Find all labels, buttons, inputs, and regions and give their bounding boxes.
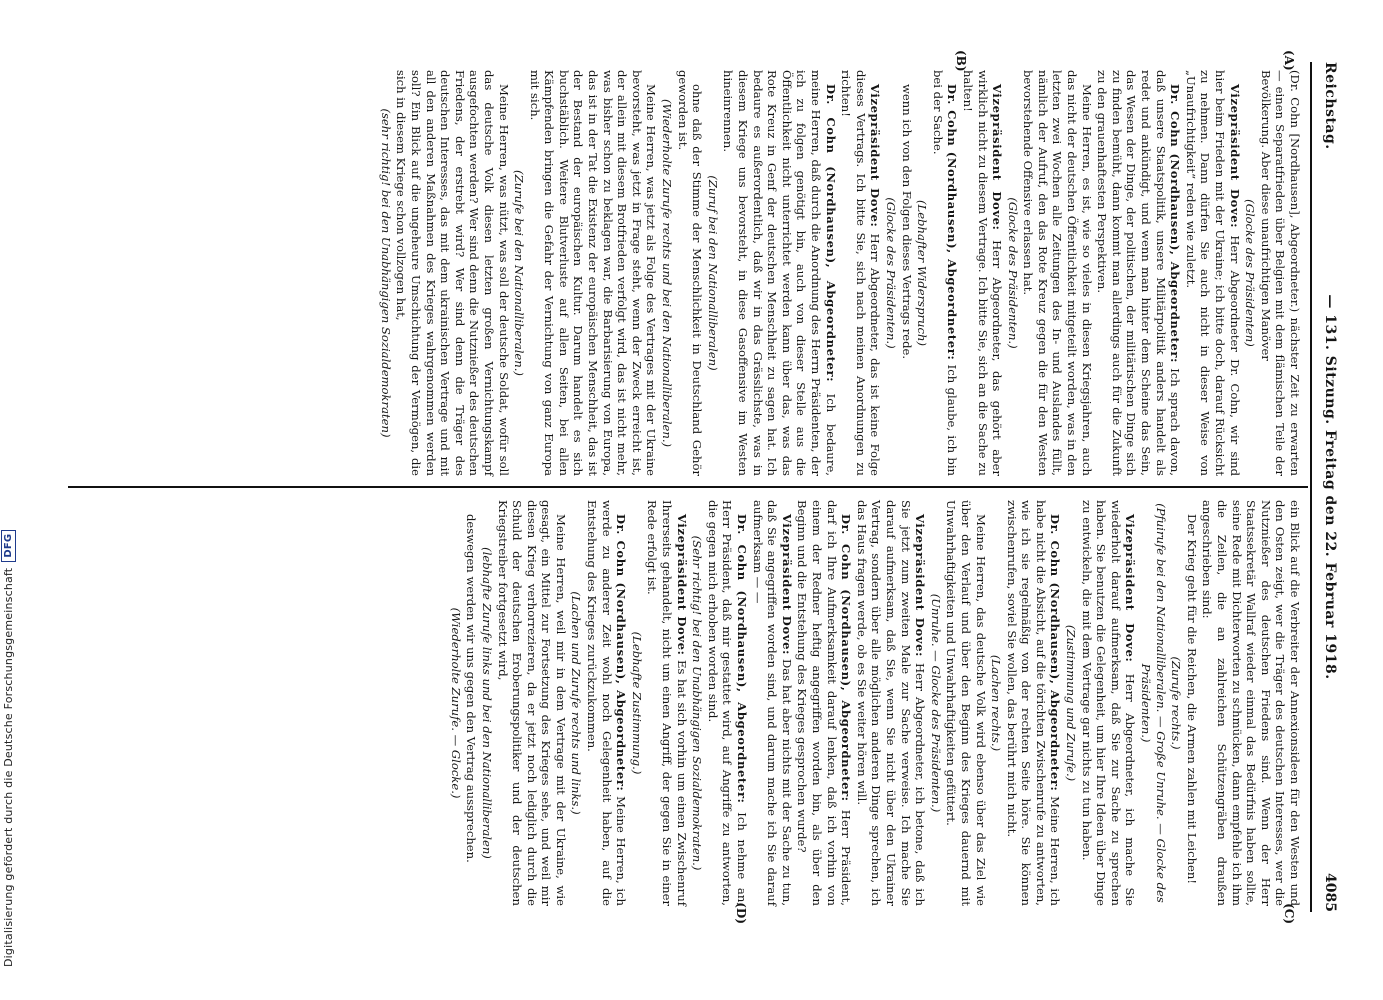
header-left: Reichstag.: [1322, 62, 1338, 150]
stage-direction: (Zustimmung und Zurufe.): [1064, 624, 1079, 782]
stage-direction: (Zuruf bei den Nationalliberalen): [705, 175, 720, 371]
speech-paragraph: [1183, 70, 1241, 476]
speaker-name: Dr. Cohn (Nordhausen), Abgeordneter:: [945, 84, 960, 361]
stage-direction: (Lachen rechts.): [989, 654, 1004, 752]
column-rule: [68, 486, 1308, 488]
margin-mark-b: (B): [954, 50, 968, 72]
speech-paragraph: [839, 70, 883, 476]
stage-direction: (Unruhe. — Glocke des Präsidenten.): [928, 593, 943, 813]
speech-paragraph: [750, 500, 794, 906]
speaker-name: Vizepräsident Dove:: [868, 84, 883, 228]
body-paragraph: Meine Herren, es ist, wie so vieles in diesen Kriegsjahren, auch das nicht der deutschen Öffentlichkeit mitgeteilt worden, was in den letzten zwei Wochen alle Zeitungen des In- und Auslandes füllt, nämlich der Aufruf, den das Rote Kreuz gegen die für den Westen bevorstehende Offensive erlassen hat.: [1021, 70, 1094, 476]
stage-direction: (Lebhafte Zustimmung.): [629, 631, 644, 775]
stage-direction: (Wiederholte Zurufe rechts und bei den Nationalliberalen.): [660, 98, 675, 448]
speaker-name: Dr. Cohn (Nordhausen), Abgeordneter:: [1048, 514, 1063, 792]
speech-text: Herr Abgeordneter, ich mache Sie wiederholt darauf aufmerksam, daß Sie zur Sache zu sprechen haben. Sie benutzen die Gelegenheit, um hier Ihre Ideen über Dinge zu entwickeln, die mit dem Vertrage gar nichts zu tun haben.: [1079, 500, 1138, 907]
speech-paragraph: [854, 500, 927, 906]
speech-paragraph: [1095, 70, 1183, 476]
digitization-credit: [0, 0, 20, 1000]
speech-paragraph: [795, 500, 853, 906]
margin-mark-a: (A): [1282, 50, 1296, 71]
speech-text: Ich nehme an, Herr Präsident, daß mir gestattet wird, auf Angriffe zu antworten, die gegen mich erhoben worden sind.: [705, 500, 750, 906]
speaker-name: Vizepräsident Dove:: [1227, 84, 1242, 229]
header-rule: [1310, 62, 1312, 912]
speech-text: Herr Abgeordneter Dr. Cohn, wir sind hier beim Frieden mit der Ukraine; ich bitte doch, darauf Rücksicht zu nehmen. Dann dürfen Sie auch nicht in dieser Weise von „Unaufrichtigkeit“ reden wie zuletzt.: [1183, 70, 1242, 476]
speaker-name: Vizepräsident Dove:: [779, 514, 794, 655]
speech-paragraph: [930, 70, 959, 476]
speaker-name: Dr. Cohn (Nordhausen), Abgeordneter:: [614, 514, 629, 792]
stage-direction: (Sehr richtig! bei den Unabhängigen Sozialdemokraten.): [690, 535, 705, 871]
speech-paragraph: [721, 70, 838, 476]
speaker-name: Dr. Cohn (Nordhausen), Abgeordneter:: [839, 514, 854, 802]
page-content: [58, 52, 1348, 922]
stage-direction: (Lachen und Zurufe rechts und links.): [569, 591, 584, 815]
body-paragraph: Meine Herren, das deutsche Volk wird ebenso über das Ziel wie über den Verlauf und über den Beginn des Krieges dauernd mit Unwahrhaftigkeiten und Unwahrhaftigkeiten gefüttert.: [944, 500, 988, 906]
credit-label: Digitalisierung gefördert durch die Deutsche Forschungsgemeinschaft: [1, 567, 15, 967]
stage-direction: (Glocke des Präsidenten): [1243, 199, 1258, 347]
speech-text: Meine Herren, ich habe nicht die Absicht, auf die törichten Zwischenrufe zu antworten, wie ich sie regelmäßig von der rechten Seite höre. Sie können zwischenrufen, soviel Sie wollen, das berührt mich nicht.: [1004, 500, 1063, 906]
stage-direction: (Glocke des Präsidenten.): [883, 197, 898, 349]
speech-paragraph: [960, 70, 1004, 476]
speech-text: Ich glaube, ich bin bei der Sache.: [930, 70, 960, 476]
header-middle: — 131. Sitzung. Freitag den 22. Februar 1918.: [1322, 294, 1338, 680]
speech-paragraph: [1004, 500, 1062, 906]
speech-text: Ich sprach davon, daß unsere Staatspolitik, unsere Militärpolitik anders handelt als redet und ankündigt, und wenn man hinter dem Scheine das Sein, das Wesen der Dinge, der politischen, der militärischen Dinge sich zu finden bemüht, dann kommt man allerdings auch für die Zukunft zu den grauenhaftesten Perspektiven.: [1095, 70, 1183, 476]
speaker-name: Dr. Cohn (Nordhausen), Abgeordneter:: [735, 514, 750, 804]
speech-text: Herr Präsident, darf ich Ihre Aufmerksamkeit darauf lenken, daß ich vorhin von einem der Redner heftig angegriffen worden bin, als über den Beginn und die Entstehung des Krieges gesprochen wurde?: [795, 500, 854, 906]
stage-direction: (Glocke des Präsidenten.): [1005, 197, 1020, 349]
stage-direction: (Pfuirufe bei den Nationalliberalen. — Große Unruhe. — Glocke des Präsidenten.): [1139, 503, 1168, 903]
margin-mark-d: (D): [734, 902, 748, 924]
body-paragraph: Meine Herren, was jetzt als Folge des Vertrages mit der Ukraine bevorsteht, was jetzt in Frage steht, wenn der Zweck erreicht ist, der allein mit diesem Brotfrieden verfolgt wird, das ist nicht mehr, was bisher schon zu beklagen war, die Barbarisierung von Europa, das ist in der Tat die Existenz der europäischen Menschheit, das ist der Bestand der europäischen Kultur. Darum handelt es sich buchstäblich. Weitere Blutverluste auf allen Seiten, bei allen Kämpfenden bringen die Gefahr der Vernichtung von ganz Europa mit sich.: [527, 70, 659, 476]
body-paragraph: ohne daß der Stimme der Menschlichkeit in Deutschland Gehör geworden ist.: [675, 70, 705, 476]
body-paragraph: deswegen werden wir uns gegen den Vertrag aussprechen.: [464, 514, 479, 863]
speech-paragraph: [585, 500, 629, 906]
stage-direction: (sehr richtig! bei den Unabhängigen Sozialdemokraten): [378, 108, 393, 438]
speaker-name: Vizepräsident Dove:: [674, 514, 689, 656]
body-paragraph: Der Krieg geht für die Reichen, die Armen zahlen mit Leichen!: [1184, 514, 1199, 885]
speech-text: Herr Abgeordneter, das gehört aber wirklich nicht zu diesem Vertrage. Ich bitte Sie, sich an die Sache zu halten!: [960, 70, 1005, 476]
speech-paragraph: [705, 500, 749, 906]
body-paragraph: Meine Herren, was nützt, was soll der deutsche Soldat, wofür soll das deutsche Volk diesen letzten großen Vernichtungskampf ausgefochten werden? Wer sind denn die Nutznießer des deutschen Friedens, der erstrebt wird? Wer sind denn die Träger des deutschen Interesses, das mit dem ukrainischen Vertrage und mit all den anderen Maßnahmen des Krieges wahrgenommen werden soll? Ein Blick auf die ungeheure Umschichtung der Vermögen, die sich in diesem Kriege schon vollzogen hat,: [394, 70, 511, 476]
speaker-name: Dr. Cohn (Nordhausen), Abgeordneter:: [823, 84, 838, 383]
stage-direction: (Zurufe bei den Nationalliberalen.): [512, 170, 527, 376]
speech-text: Herr Abgeordneter, das ist keine Folge dieses Vertrags. Ich bitte Sie, sich nach meinen Anordnungen zu richten!: [839, 70, 883, 476]
page-number: 4085: [1322, 873, 1338, 912]
margin-mark-c: (C): [1282, 903, 1296, 924]
speech-text: Herr Abgeordneter, ich betone, daß ich Sie jetzt zum zweiten Male zur Sache verweise. Ich mache Sie darauf aufmerksam, daß Sie, wenn Sie nicht über den Ukrainer Vertrag, sondern über alle möglichen anderen Dinge sprechen, ich das Haus fragen werde, ob es Sie weiter hören will.: [854, 500, 928, 906]
body-paragraph: (Dr. Cohn [Nordhausen], Abgeordneter.) nächster Zeit zu erwarten — einen Separatfrieden über Belgien mit dem flämischen Teile der Bevölkerung. Aber diese unaufrichtigen Manöver: [1258, 70, 1302, 476]
left-column: [377, 70, 1302, 476]
running-header: [1312, 62, 1342, 912]
body-paragraph: Meine Herren, weil mir in dem Vertrage mit der Ukraine, wie gesagt, ein Mittel zur Fortsetzung des Krieges sehe, und weil mir diesen Krieg verhorrezieren, da er jetzt noch lediglich durch die Schuld der deutschen Eroberungspolitiker und der deutschen Kriegstreiber fortgesetzt wird,: [495, 500, 568, 906]
speech-text: Meine Herren, ich werde zu anderer Zeit wohl noch Gelegenheit haben, auf die Entstehung des Krieges zurückzukommen.: [585, 500, 629, 906]
speaker-name: Vizepräsident Dove:: [1123, 514, 1138, 663]
speaker-name: Vizepräsident Dove:: [913, 514, 928, 657]
speech-paragraph: [1079, 500, 1137, 906]
stage-direction: (lebhafte Zurufe links und bei den Nationalliberalen): [479, 547, 494, 859]
dfg-logo: DFG: [1, 530, 16, 562]
stage-direction: (Lebhafter Widerspruch): [915, 199, 930, 347]
scanned-page: [58, 52, 1348, 922]
stage-direction: (Wiederholte Zurufe. — Glocke.): [448, 607, 463, 799]
speaker-name: Dr. Cohn (Nordhausen), Abgeordneter:: [1168, 84, 1183, 363]
digitization-credit-text: [0, 27, 17, 967]
body-paragraph: wenn ich von den Folgen dieses Vertrags rede.: [899, 84, 914, 360]
right-column: [447, 500, 1302, 906]
speech-text: Ich bedaure, meine Herren, daß durch die Anordnung des Herrn Präsidenten, der ich zu folgen genötigt bin, auch von dieser Stelle aus die Öffentlichkeit nicht unterrichtet werden kann über das, was das Rote Kreuz in Genf der deutschen Menschheit zu sagen hat. Ich bedaure es außerordentlich, daß wir in das Grässlichste, was in diesem Kriege uns bevorsteht, in diese Gasoffensive im Westen hineinrennen.: [721, 70, 838, 476]
body-paragraph: ein Blick auf die Verbreiter der Annexionsideen für den Westen und den Osten zeigt, wer die Träger des deutschen Interesses, wer die Nutznießer des deutschen Friedens sind. Wenn der Herr Staatssekretär Wallraf wieder einmal das Bedürfnis haben sollte, seine Rede mit Dichterworten zu schmücken, dann empfehle ich ihm die Zeilen, die an zahlreichen Schützengräben draußen angeschrieben sind:: [1200, 500, 1302, 906]
stage-direction: (Zurufe rechts.): [1169, 656, 1184, 750]
speech-text: Das hat aber nichts mit der Sache zu tun, daß Sie angegriffen worden sind, und darum mache ich Sie darauf aufmerksam — —: [750, 500, 794, 907]
speech-text: Es hat sich vorhin um einen Zwischenruf Ihrerseits gehandelt, nicht um einen Angriff, der gegen Sie in einer Rede erfolgt ist.: [645, 500, 689, 906]
speech-paragraph: [645, 500, 689, 906]
speaker-name: Vizepräsident Dove:: [990, 84, 1005, 231]
